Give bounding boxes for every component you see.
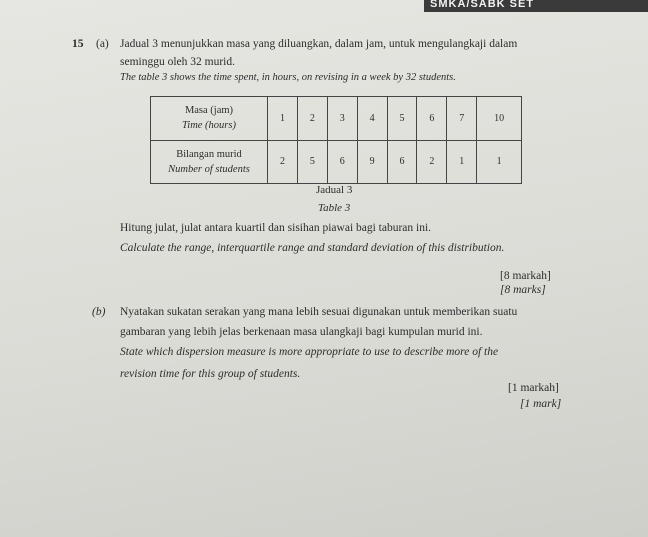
question-number: 15 xyxy=(72,38,84,50)
students-cell: 6 xyxy=(327,140,357,184)
part-b-malay-line-1: Nyatakan sukatan serakan yang mana lebih sesuai digunakan untuk memberikan suatu xyxy=(120,306,518,318)
part-b-label: (b) xyxy=(92,306,106,318)
time-cell: 6 xyxy=(417,97,447,141)
students-cell: 6 xyxy=(387,140,417,184)
students-row xyxy=(151,140,522,184)
students-cell: 2 xyxy=(268,140,298,184)
time-header-english: Time (hours) xyxy=(182,120,236,132)
part-b-marks-english: [1 mark] xyxy=(520,398,562,410)
part-a-malay-line-1: Jadual 3 menunjukkan masa yang diluangkan, dalam jam, untuk mengulangkaji dalam xyxy=(120,38,518,50)
time-cell: 5 xyxy=(387,97,417,141)
students-header xyxy=(151,140,268,184)
time-cell: 3 xyxy=(327,97,357,141)
time-header-malay: Masa (jam) xyxy=(184,105,234,117)
part-a-label: (a) xyxy=(96,38,109,50)
students-cell: 9 xyxy=(357,140,387,184)
time-cell: 2 xyxy=(297,97,327,141)
school-stamp: SMKA/SABK SET xyxy=(424,0,648,12)
students-cell: 1 xyxy=(447,140,477,184)
part-a-marks-malay: [8 markah] xyxy=(500,270,551,282)
time-cell: 1 xyxy=(268,97,298,141)
students-header-malay: Bilangan murid xyxy=(176,148,242,160)
table-caption-malay: Jadual 3 xyxy=(316,184,353,196)
part-a-marks-english: [8 marks] xyxy=(500,284,546,296)
table-caption-english: Table 3 xyxy=(318,202,351,214)
students-cell: 2 xyxy=(417,140,447,184)
time-cell: 7 xyxy=(447,97,477,141)
task-english: Calculate the range, interquartile range and standard deviation of this distribution. xyxy=(120,242,505,254)
part-b-malay-line-2: gambaran yang lebih jelas berkenaan masa ulangkaji bagi kumpulan murid ini. xyxy=(120,326,483,338)
part-b-english-line-2: revision time for this group of students. xyxy=(120,368,301,380)
time-row xyxy=(151,97,522,141)
part-a-malay-line-2: seminggu oleh 32 murid. xyxy=(120,56,235,68)
students-cell: 5 xyxy=(297,140,327,184)
part-a-english-line: The table 3 shows the time spent, in hours, on revising in a week by 32 students. xyxy=(120,72,456,83)
students-header-english: Number of students xyxy=(168,163,250,175)
task-malay: Hitung julat, julat antara kuartil dan sisihan piawai bagi taburan ini. xyxy=(120,222,432,234)
time-header xyxy=(151,97,268,141)
time-cell: 10 xyxy=(477,97,522,141)
part-b-marks-malay: [1 markah] xyxy=(508,382,559,394)
data-table xyxy=(150,96,522,184)
students-cell: 1 xyxy=(477,140,522,184)
time-cell: 4 xyxy=(357,97,387,141)
part-b-english-line-1: State which dispersion measure is more appropriate to use to describe more of the xyxy=(120,346,499,358)
